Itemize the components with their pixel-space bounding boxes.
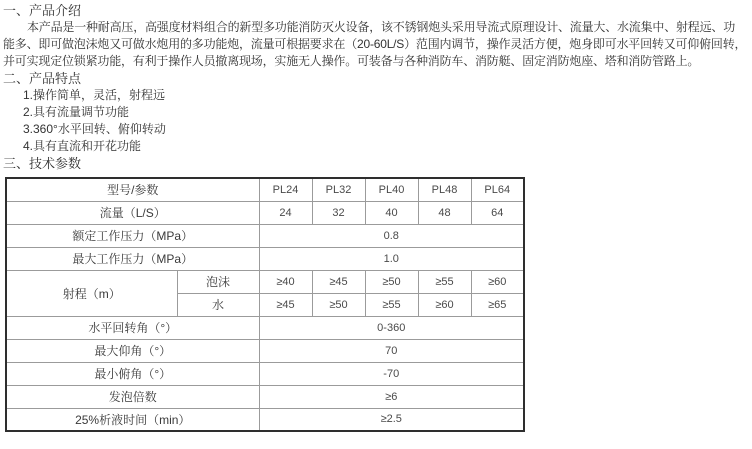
row-model-header — [6, 178, 524, 201]
value-cell: ≥60 — [418, 293, 471, 316]
row-rated-pressure — [6, 224, 524, 247]
model-cell: PL24 — [259, 178, 312, 201]
sub-label: 水 — [177, 293, 259, 316]
value-cell: 64 — [471, 201, 524, 224]
spec-table — [5, 177, 525, 432]
merged-value-cell: 0-360 — [259, 316, 524, 339]
row-label: 型号/参数 — [6, 178, 259, 201]
value-cell: ≥50 — [312, 293, 365, 316]
row-label: 发泡倍数 — [6, 385, 259, 408]
row-max-pressure — [6, 247, 524, 270]
feature-item: 2.具有流量调节功能 — [23, 105, 130, 119]
model-cell: PL64 — [471, 178, 524, 201]
merged-value-cell: -70 — [259, 362, 524, 385]
intro-paragraph-line: 本产品是一种耐高压，高强度材料组合的新型多功能消防灭火设备，该不锈钢炮头采用导流式原理设计、流量大、水流集中、射程远、功 — [27, 20, 736, 34]
row-foaming-ratio — [6, 385, 524, 408]
value-cell: ≥55 — [365, 293, 418, 316]
specs-heading: 三、技术参数 — [3, 156, 82, 171]
row-label: 流量（L/S） — [6, 201, 259, 224]
value-cell: ≥50 — [365, 270, 418, 293]
row-label: 最小俯角（°） — [6, 362, 259, 385]
value-cell: 48 — [418, 201, 471, 224]
intro-paragraph-line: 能多、即可做泡沫炮又可做水炮用的多功能炮，流量可根据要求在（20-60L/S）范围内调节，操作灵活方便，炮身即可水平回转又可仰俯回转， — [3, 37, 747, 51]
row-min-depression — [6, 362, 524, 385]
row-label: 25%析液时间（min） — [6, 408, 259, 431]
intro-paragraph — [3, 19, 749, 70]
sub-label: 泡沫 — [177, 270, 259, 293]
value-cell: 24 — [259, 201, 312, 224]
merged-value-cell: 70 — [259, 339, 524, 362]
merged-value-cell: ≥6 — [259, 385, 524, 408]
value-cell: ≥65 — [471, 293, 524, 316]
value-cell: ≥55 — [418, 270, 471, 293]
value-cell: ≥45 — [312, 270, 365, 293]
row-horizontal-rotation — [6, 316, 524, 339]
row-drainage-time — [6, 408, 524, 431]
merged-value-cell: ≥2.5 — [259, 408, 524, 431]
row-label: 水平回转角（°） — [6, 316, 259, 339]
feature-item: 3.360°水平回转、俯仰转动 — [23, 122, 166, 136]
features-heading: 二、产品特点 — [3, 71, 82, 86]
model-cell: PL40 — [365, 178, 418, 201]
merged-value-cell: 1.0 — [259, 247, 524, 270]
value-cell: ≥45 — [259, 293, 312, 316]
model-cell: PL48 — [418, 178, 471, 201]
intro-heading: 一、产品介绍 — [3, 3, 82, 18]
feature-item: 4.具有直流和开花功能 — [23, 139, 142, 153]
model-cell: PL32 — [312, 178, 365, 201]
row-label: 最大工作压力（MPa） — [6, 247, 259, 270]
row-flow — [6, 201, 524, 224]
row-label: 射程（m） — [6, 270, 177, 316]
value-cell: ≥40 — [259, 270, 312, 293]
row-range-foam — [6, 270, 524, 293]
row-label: 额定工作压力（MPa） — [6, 224, 259, 247]
intro-paragraph-line: 并可实现定位锁紧功能，有利于操作人员撤离现场，实施无人操作。可装备与各种消防车、消防艇、固定消防炮座、塔和消防管路上。 — [3, 54, 700, 68]
row-label: 最大仰角（°） — [6, 339, 259, 362]
row-max-elevation — [6, 339, 524, 362]
feature-item: 1.操作简单，灵活，射程远 — [23, 88, 166, 102]
value-cell: ≥60 — [471, 270, 524, 293]
features-list — [3, 87, 749, 155]
value-cell: 32 — [312, 201, 365, 224]
merged-value-cell: 0.8 — [259, 224, 524, 247]
value-cell: 40 — [365, 201, 418, 224]
